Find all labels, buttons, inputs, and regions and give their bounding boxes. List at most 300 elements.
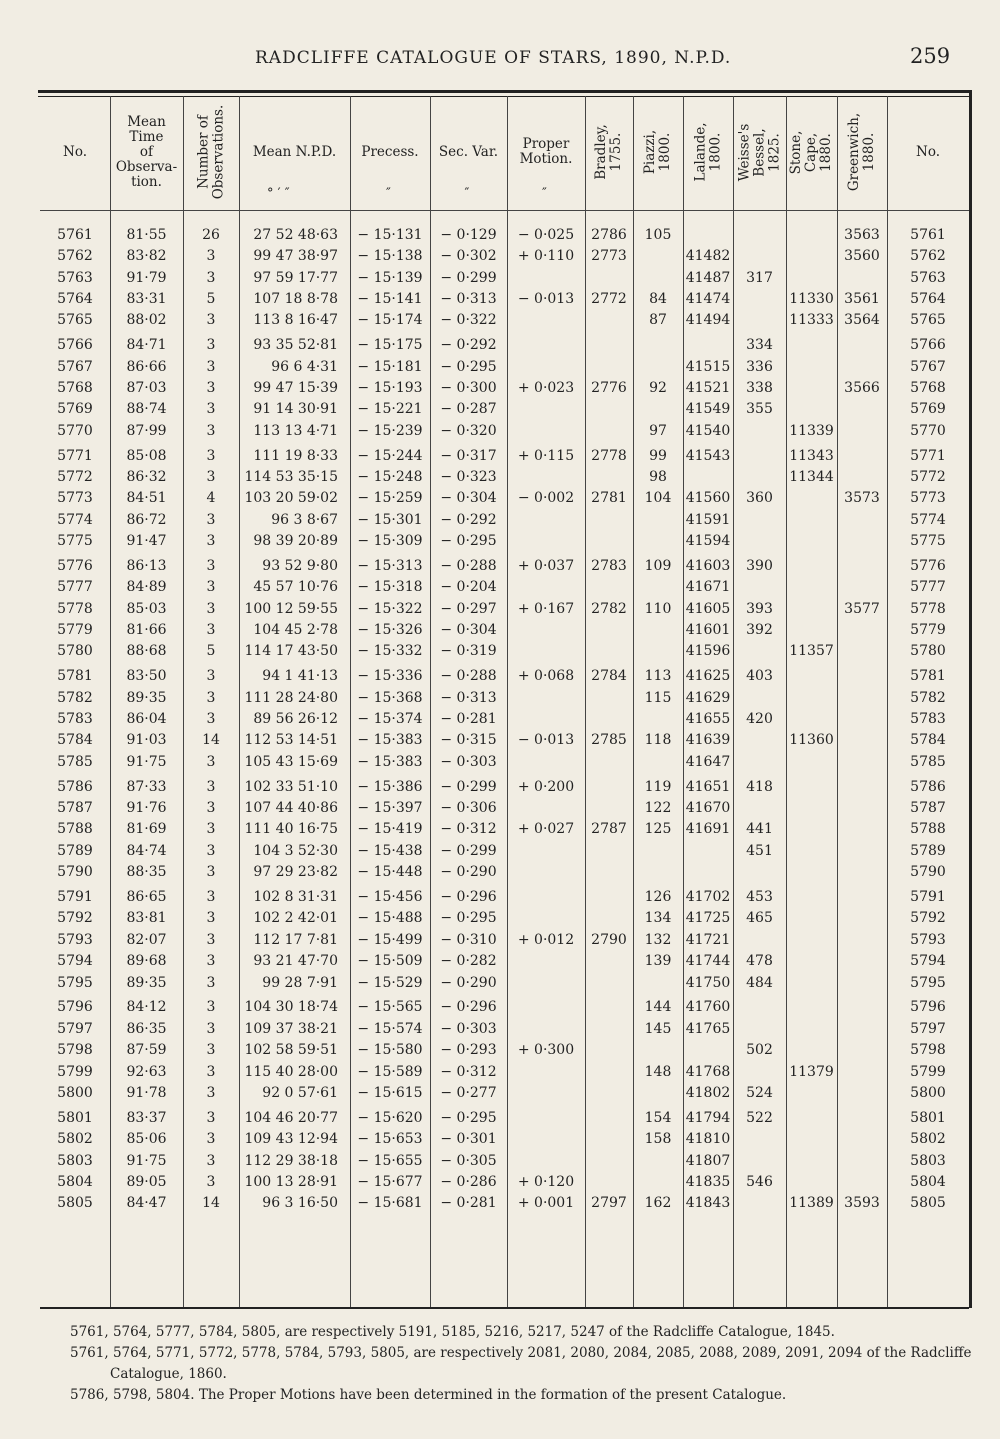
table-row [0, 420, 1000, 442]
cell-mean-time: 85·03 [126, 600, 167, 617]
cell-no: 5789 [57, 842, 93, 859]
cell-lalande: 41487 [685, 269, 731, 286]
cell-bradley: 2782 [591, 600, 627, 617]
cell-greenwich [837, 530, 887, 552]
cell-mean-time: 91·78 [126, 1084, 167, 1101]
cell-weisse [733, 687, 786, 709]
cell-proper-motion: + 0·027 [517, 821, 575, 838]
cell-sec-var: − 0·296 [440, 999, 497, 1016]
cell-lalande: 41702 [685, 889, 731, 906]
cell-num-obs: 3 [206, 753, 216, 770]
cell-mean-time: 86·72 [126, 511, 167, 528]
cell-bradley [585, 687, 633, 709]
cell-mean-npd: 112 17 7·81 [253, 931, 338, 948]
cell-no-right: 5781 [910, 668, 946, 685]
unit-mark-precess: ″ [386, 186, 391, 201]
cell-mean-npd: 107 18 8·78 [253, 291, 338, 308]
cell-num-obs: 3 [206, 401, 216, 418]
table-row [0, 245, 1000, 267]
table-row [0, 530, 1000, 552]
table-row [0, 708, 1000, 730]
cell-weisse [733, 751, 786, 773]
cell-mean-time: 91·47 [126, 533, 167, 550]
cell-stone [786, 1150, 837, 1172]
cell-weisse [733, 797, 786, 819]
table-row [0, 861, 1000, 883]
cell-lalande: 41810 [685, 1131, 731, 1148]
cell-weisse [733, 466, 786, 488]
header-label: Piazzi, 1800. [642, 129, 673, 175]
header-label: Precess. [361, 143, 419, 160]
cell-bradley: 2773 [591, 248, 627, 265]
cell-weisse [733, 309, 786, 331]
cell-mean-npd: 105 43 15·69 [244, 753, 338, 770]
unit-mark-proper: ″ [542, 186, 547, 201]
cell-weisse [733, 445, 786, 467]
cell-lalande: 41521 [685, 380, 731, 397]
footnote-2-continued: Catalogue, 1860. [110, 1366, 227, 1382]
cell-piazzi: 92 [649, 380, 667, 397]
table-row [0, 687, 1000, 709]
cell-mean-npd: 96 3 16·50 [262, 1195, 338, 1212]
cell-lalande: 41744 [685, 953, 731, 970]
cell-num-obs: 3 [206, 711, 216, 728]
cell-mean-npd: 109 37 38·21 [244, 1020, 338, 1037]
cell-piazzi: 145 [644, 1020, 672, 1037]
cell-precess: − 15·248 [357, 469, 423, 486]
cell-num-obs: 3 [206, 931, 216, 948]
cell-proper-motion: + 0·037 [517, 558, 575, 575]
cell-num-obs: 3 [206, 864, 216, 881]
cell-bradley [585, 1107, 633, 1129]
table-row [0, 555, 1000, 577]
cell-stone [786, 398, 837, 420]
cell-stone [786, 619, 837, 641]
cell-sec-var: − 0·303 [440, 1020, 497, 1037]
header-label: No. [916, 143, 940, 160]
cell-bradley [585, 334, 633, 356]
table-row [0, 445, 1000, 467]
cell-piazzi: 158 [644, 1131, 672, 1148]
cell-num-obs: 3 [206, 447, 216, 464]
cell-sec-var: − 0·319 [440, 643, 497, 660]
cell-greenwich [837, 1082, 887, 1104]
cell-lalande: 41765 [685, 1020, 731, 1037]
cell-no: 5777 [57, 579, 93, 596]
cell-mean-npd: 104 30 18·74 [244, 999, 338, 1016]
cell-greenwich [837, 619, 887, 641]
cell-greenwich [837, 1018, 887, 1040]
cell-num-obs: 3 [206, 1173, 216, 1190]
cell-weisse: 418 [746, 778, 773, 795]
cell-sec-var: − 0·313 [440, 689, 497, 706]
cell-mean-time: 84·89 [126, 579, 167, 596]
cell-bradley [585, 972, 633, 994]
cell-piazzi: 125 [644, 821, 672, 838]
cell-lalande: 41651 [685, 778, 731, 795]
cell-mean-npd: 97 29 23·82 [253, 864, 338, 881]
header-label: No. [63, 143, 87, 160]
cell-proper-motion [507, 1107, 585, 1129]
cell-mean-time: 88·35 [126, 864, 167, 881]
cell-mean-time: 86·13 [126, 558, 167, 575]
cell-no-right: 5792 [910, 910, 946, 927]
cell-mean-npd: 93 52 9·80 [262, 558, 338, 575]
cell-bradley [585, 1171, 633, 1193]
cell-bradley [585, 356, 633, 378]
cell-stone [786, 530, 837, 552]
cell-greenwich [837, 1128, 887, 1150]
cell-stone [786, 929, 837, 951]
cell-precess: − 15·509 [357, 953, 423, 970]
cell-proper-motion [507, 687, 585, 709]
cell-lalande: 41601 [685, 622, 731, 639]
cell-mean-npd: 111 28 24·80 [244, 689, 338, 706]
cell-sec-var: − 0·295 [440, 358, 497, 375]
cell-no: 5787 [57, 800, 93, 817]
cell-lalande: 41639 [685, 732, 731, 749]
cell-mean-npd: 114 17 43·50 [244, 643, 338, 660]
cell-weisse: 441 [746, 821, 773, 838]
cell-sec-var: − 0·277 [440, 1084, 497, 1101]
cell-piazzi: 126 [644, 889, 672, 906]
header-piazzi [633, 98, 683, 206]
cell-weisse: 502 [746, 1042, 773, 1059]
table-row [0, 356, 1000, 378]
cell-lalande [683, 466, 733, 488]
cell-lalande: 41494 [685, 312, 731, 329]
table-row [0, 1150, 1000, 1172]
cell-proper-motion [507, 640, 585, 662]
cell-piazzi: 87 [649, 312, 667, 329]
cell-mean-npd: 104 3 52·30 [253, 842, 338, 859]
cell-num-obs: 3 [206, 668, 216, 685]
cell-stone: 11357 [789, 643, 834, 660]
cell-num-obs: 3 [206, 358, 216, 375]
cell-piazzi: 132 [644, 931, 672, 948]
footnotes [70, 1322, 970, 1406]
cell-sec-var: − 0·295 [440, 533, 497, 550]
cell-stone: 11360 [789, 732, 834, 749]
cell-weisse: 420 [746, 711, 773, 728]
cell-piazzi: 148 [644, 1063, 672, 1080]
cell-sec-var: − 0·286 [440, 1173, 497, 1190]
cell-proper-motion [507, 996, 585, 1018]
cell-weisse [733, 576, 786, 598]
cell-mean-npd: 99 28 7·91 [262, 974, 338, 991]
cell-proper-motion: + 0·110 [517, 248, 575, 265]
cell-no-right: 5788 [910, 821, 946, 838]
cell-bradley [585, 1039, 633, 1061]
cell-no-right: 5803 [910, 1152, 946, 1169]
header-bradley [585, 98, 633, 206]
table-row [0, 377, 1000, 399]
cell-greenwich [837, 950, 887, 972]
cell-mean-npd: 92 0 57·61 [262, 1084, 338, 1101]
cell-bradley [585, 619, 633, 641]
cell-sec-var: − 0·305 [440, 1152, 497, 1169]
cell-no: 5769 [57, 401, 93, 418]
cell-no: 5772 [57, 469, 93, 486]
cell-precess: − 15·174 [357, 312, 423, 329]
cell-stone [786, 776, 837, 798]
cell-num-obs: 3 [206, 842, 216, 859]
cell-sec-var: − 0·312 [440, 821, 497, 838]
cell-greenwich [837, 334, 887, 356]
cell-proper-motion [507, 309, 585, 331]
cell-no-right: 5795 [910, 974, 946, 991]
table-row [0, 334, 1000, 356]
cell-mean-npd: 115 40 28·00 [244, 1063, 338, 1080]
cell-piazzi: 84 [649, 291, 667, 308]
cell-mean-time: 88·74 [126, 401, 167, 418]
cell-bradley: 2783 [591, 558, 627, 575]
cell-proper-motion: + 0·120 [517, 1173, 575, 1190]
cell-no: 5765 [57, 312, 93, 329]
cell-lalande: 41560 [685, 490, 731, 507]
cell-sec-var: − 0·310 [440, 931, 497, 948]
cell-lalande: 41691 [685, 821, 731, 838]
cell-mean-time: 87·33 [126, 778, 167, 795]
cell-stone [786, 267, 837, 289]
cell-proper-motion [507, 356, 585, 378]
cell-num-obs: 3 [206, 1084, 216, 1101]
cell-sec-var: − 0·290 [440, 974, 497, 991]
cell-no: 5781 [57, 668, 93, 685]
cell-num-obs: 3 [206, 312, 216, 329]
cell-proper-motion [507, 840, 585, 862]
cell-lalande: 41647 [685, 753, 731, 770]
cell-stone [786, 708, 837, 730]
cell-weisse [733, 861, 786, 883]
cell-mean-npd: 27 52 48·63 [253, 227, 338, 243]
cell-sec-var: − 0·292 [440, 511, 497, 528]
cell-no-right: 5796 [910, 999, 946, 1016]
cell-greenwich [837, 1039, 887, 1061]
cell-bradley [585, 751, 633, 773]
cell-greenwich: 3566 [844, 380, 880, 397]
cell-piazzi [633, 1171, 683, 1193]
cell-greenwich [837, 1061, 887, 1083]
cell-greenwich: 3573 [844, 490, 880, 507]
cell-bradley [585, 776, 633, 798]
table-row [0, 751, 1000, 773]
cell-bradley: 2786 [591, 227, 627, 243]
cell-proper-motion: − 0·025 [517, 227, 575, 243]
cell-weisse [733, 1150, 786, 1172]
cell-num-obs: 3 [206, 889, 216, 906]
cell-greenwich: 3563 [844, 227, 880, 243]
header-no [40, 98, 110, 206]
cell-lalande [683, 334, 733, 356]
cell-stone [786, 950, 837, 972]
cell-num-obs: 3 [206, 600, 216, 617]
table-row [0, 619, 1000, 641]
cell-lalande: 41794 [685, 1109, 731, 1126]
cell-num-obs: 3 [206, 910, 216, 927]
cell-greenwich [837, 996, 887, 1018]
cell-piazzi [633, 245, 683, 267]
cell-no-right: 5772 [910, 469, 946, 486]
cell-no-right: 5769 [910, 401, 946, 418]
cell-piazzi [633, 356, 683, 378]
cell-mean-time: 84·74 [126, 842, 167, 859]
cell-no-right: 5777 [910, 579, 946, 596]
header-label: Greenwich, 1880. [846, 112, 877, 192]
cell-sec-var: − 0·292 [440, 337, 497, 354]
cell-no: 5797 [57, 1020, 93, 1037]
cell-weisse: 360 [746, 490, 773, 507]
cell-no-right: 5776 [910, 558, 946, 575]
cell-no: 5768 [57, 380, 93, 397]
cell-proper-motion [507, 576, 585, 598]
cell-sec-var: − 0·288 [440, 558, 497, 575]
cell-sec-var: − 0·295 [440, 910, 497, 927]
cell-mean-time: 91·75 [126, 753, 167, 770]
cell-piazzi: 97 [649, 422, 667, 439]
cell-precess: − 15·193 [357, 380, 423, 397]
cell-proper-motion [507, 907, 585, 929]
cell-no-right: 5778 [910, 600, 946, 617]
table-row [0, 1192, 1000, 1214]
cell-weisse [733, 729, 786, 751]
cell-no-right: 5782 [910, 689, 946, 706]
cell-lalande: 41670 [685, 800, 731, 817]
cell-mean-npd: 104 45 2·78 [253, 622, 338, 639]
cell-lalande: 41543 [685, 447, 731, 464]
cell-lalande: 41625 [685, 668, 731, 685]
cell-weisse [733, 224, 786, 246]
cell-stone [786, 555, 837, 577]
cell-precess: − 15·336 [357, 668, 423, 685]
cell-no: 5795 [57, 974, 93, 991]
cell-mean-time: 89·35 [126, 974, 167, 991]
table-row [0, 398, 1000, 420]
cell-piazzi: 162 [644, 1195, 672, 1212]
cell-precess: − 15·529 [357, 974, 423, 991]
cell-num-obs: 3 [206, 1020, 216, 1037]
cell-mean-time: 89·35 [126, 689, 167, 706]
cell-num-obs: 3 [206, 974, 216, 991]
cell-mean-time: 88·68 [126, 643, 167, 660]
cell-weisse [733, 1061, 786, 1083]
cell-weisse [733, 530, 786, 552]
cell-bradley [585, 1082, 633, 1104]
cell-greenwich [837, 886, 887, 908]
cell-bradley [585, 1061, 633, 1083]
cell-stone [786, 377, 837, 399]
cell-lalande: 41843 [685, 1195, 731, 1212]
cell-mean-time: 83·37 [126, 1109, 167, 1126]
cell-sec-var: − 0·312 [440, 1063, 497, 1080]
cell-greenwich [837, 751, 887, 773]
cell-no: 5774 [57, 511, 93, 528]
cell-lalande: 41721 [685, 931, 731, 948]
cell-stone: 11389 [789, 1195, 834, 1212]
cell-num-obs: 3 [206, 579, 216, 596]
cell-greenwich [837, 1150, 887, 1172]
cell-greenwich [837, 1171, 887, 1193]
cell-precess: − 15·368 [357, 689, 423, 706]
cell-num-obs: 3 [206, 1131, 216, 1148]
cell-sec-var: − 0·281 [440, 711, 497, 728]
cell-bradley [585, 950, 633, 972]
cell-num-obs: 3 [206, 999, 216, 1016]
header-stone [786, 98, 837, 206]
cell-no-right: 5791 [910, 889, 946, 906]
cell-precess: − 15·383 [357, 753, 423, 770]
cell-weisse [733, 1128, 786, 1150]
cell-no: 5775 [57, 533, 93, 550]
cell-lalande: 41540 [685, 422, 731, 439]
cell-proper-motion: + 0·200 [517, 778, 575, 795]
cell-num-obs: 3 [206, 1063, 216, 1080]
header-label: Mean N.P.D. [252, 143, 337, 160]
cell-precess: − 15·175 [357, 337, 423, 354]
cell-stone [786, 996, 837, 1018]
cell-num-obs: 3 [206, 269, 216, 286]
cell-sec-var: − 0·290 [440, 864, 497, 881]
cell-proper-motion [507, 1061, 585, 1083]
cell-bradley [585, 1150, 633, 1172]
cell-bradley: 2778 [591, 447, 627, 464]
cell-proper-motion [507, 1150, 585, 1172]
cell-sec-var: − 0·313 [440, 291, 497, 308]
cell-mean-time: 84·71 [126, 337, 167, 354]
cell-stone [786, 1107, 837, 1129]
cell-no: 5767 [57, 358, 93, 375]
cell-mean-npd: 96 3 8·67 [271, 511, 338, 528]
cell-weisse [733, 245, 786, 267]
cell-mean-time: 87·99 [126, 422, 167, 439]
cell-bradley [585, 1018, 633, 1040]
cell-proper-motion [507, 334, 585, 356]
cell-mean-npd: 98 39 20·89 [253, 533, 338, 550]
cell-num-obs: 3 [206, 953, 216, 970]
cell-num-obs: 14 [202, 732, 220, 749]
cell-piazzi: 113 [644, 668, 672, 685]
cell-greenwich [837, 356, 887, 378]
cell-mean-time: 81·55 [126, 227, 167, 243]
cell-sec-var: − 0·302 [440, 248, 497, 265]
cell-weisse: 451 [746, 842, 773, 859]
cell-no-right: 5765 [910, 312, 946, 329]
cell-mean-npd: 109 43 12·94 [244, 1131, 338, 1148]
table-row [0, 797, 1000, 819]
table-row [0, 466, 1000, 488]
cell-bradley: 2772 [591, 291, 627, 308]
cell-weisse: 453 [746, 889, 773, 906]
cell-proper-motion [507, 708, 585, 730]
cell-precess: − 15·259 [357, 490, 423, 507]
table-row [0, 776, 1000, 798]
cell-lalande: 41750 [685, 974, 731, 991]
cell-precess: − 15·655 [357, 1152, 423, 1169]
cell-no-right: 5784 [910, 732, 946, 749]
cell-proper-motion [507, 466, 585, 488]
header-greenwich [837, 98, 887, 206]
cell-greenwich [837, 708, 887, 730]
cell-stone [786, 598, 837, 620]
cell-lalande: 41603 [685, 558, 731, 575]
header-mean-npd [239, 98, 350, 206]
header-label: Proper Motion. [519, 136, 573, 167]
cell-no-right: 5800 [910, 1084, 946, 1101]
cell-num-obs: 3 [206, 1109, 216, 1126]
header-label: Bradley, 1755. [593, 124, 624, 180]
cell-mean-time: 87·59 [126, 1042, 167, 1059]
cell-bradley [585, 420, 633, 442]
